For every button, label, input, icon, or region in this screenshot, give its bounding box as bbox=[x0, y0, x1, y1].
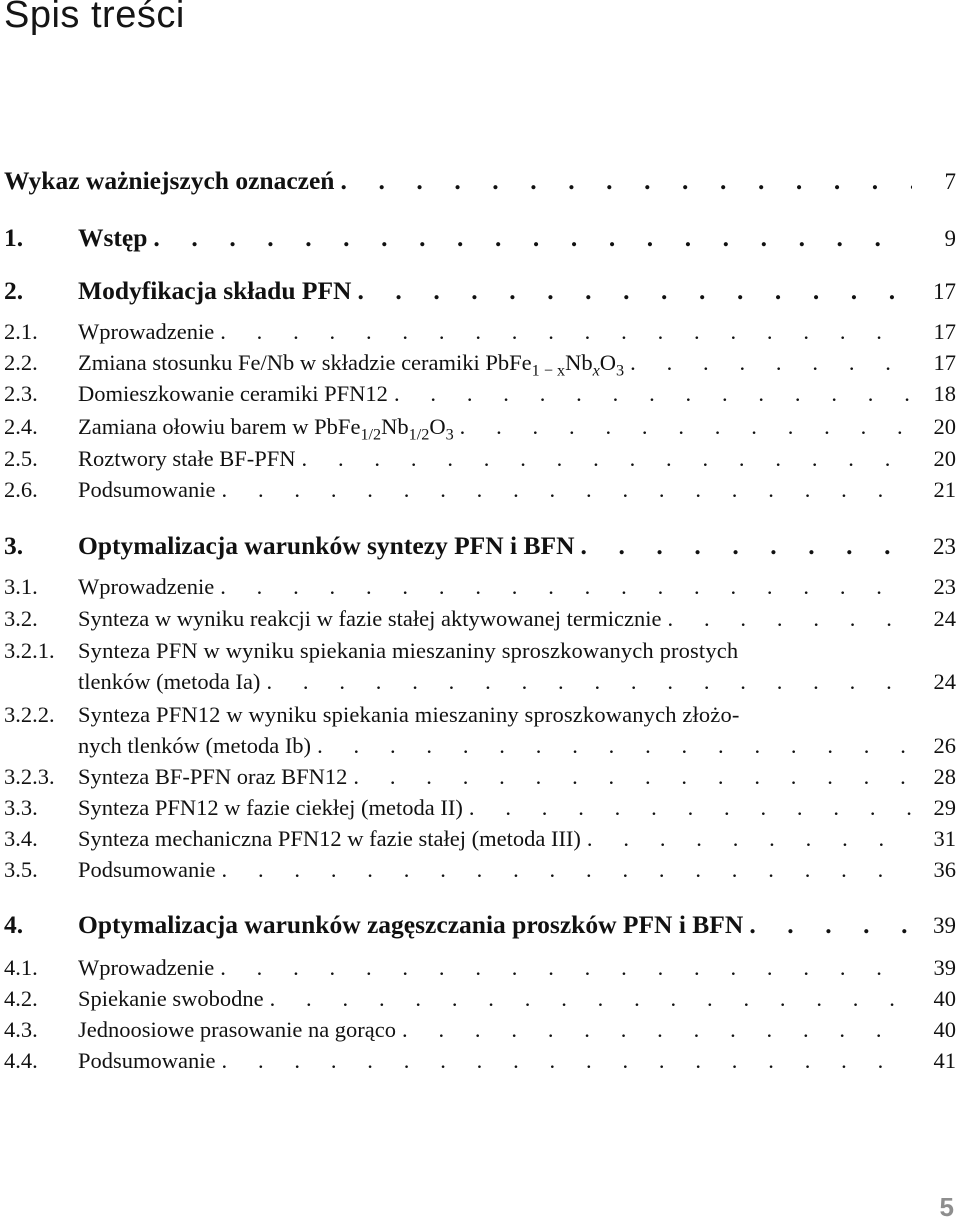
dot-leader bbox=[220, 574, 912, 600]
toc-entry-page: 29 bbox=[933, 795, 956, 820]
toc-entry-number: 2.3. bbox=[4, 381, 38, 406]
toc-entry-3-4[interactable] bbox=[4, 826, 956, 857]
toc-entry-title: Synteza w wyniku reakcji w fazie stałej aktywowanej termicznie bbox=[78, 606, 662, 631]
toc-entry-title: Jednoosiowe prasowanie na gorąco bbox=[78, 1017, 397, 1042]
formula-text: Zmiana stosunku Fe/Nb w składzie ceramiki PbFe bbox=[78, 350, 532, 375]
toc-entry-title: Synteza mechaniczna PFN12 w fazie stałej (metoda III) bbox=[78, 826, 581, 851]
toc-entry-2-3[interactable] bbox=[4, 381, 956, 412]
toc-entry-page: 17 bbox=[933, 350, 956, 375]
toc-entry-2-2[interactable] bbox=[4, 350, 956, 381]
toc-entry-2-4[interactable] bbox=[4, 414, 956, 445]
toc-entry-page: 18 bbox=[933, 381, 956, 406]
dot-leader bbox=[394, 381, 912, 407]
toc-entry-number: 3.3. bbox=[4, 795, 38, 820]
dot-leader bbox=[341, 166, 913, 196]
toc-entry-title bbox=[78, 414, 460, 444]
toc-entry-title: Synteza PFN12 w fazie ciekłej (metoda II) bbox=[78, 795, 463, 820]
toc-entry-4-2[interactable] bbox=[4, 986, 956, 1017]
dot-leader bbox=[587, 826, 912, 852]
toc-entry-title-continued: tlenków (metoda Ia) bbox=[78, 669, 261, 694]
toc-entry-page: 17 bbox=[933, 279, 956, 304]
dot-leader bbox=[353, 764, 912, 790]
dot-leader bbox=[266, 669, 912, 695]
toc-entry-title: Modyfikacja składu PFN bbox=[78, 276, 352, 305]
dot-leader bbox=[668, 606, 912, 632]
toc-entry-number: 4.2. bbox=[4, 986, 38, 1011]
toc-entry-title bbox=[78, 350, 630, 380]
dot-leader bbox=[581, 531, 912, 561]
toc-entry-4-4[interactable] bbox=[4, 1048, 956, 1079]
toc-entry-number: 2.1. bbox=[4, 319, 38, 344]
formula-text: Nb bbox=[565, 350, 593, 375]
toc-entry-title: Optymalizacja warunków zagęszczania proszków PFN i BFN bbox=[78, 910, 744, 939]
toc-entry-number: 3.1. bbox=[4, 574, 38, 599]
toc-entry-title: Wprowadzenie bbox=[78, 574, 215, 599]
toc-entry-title: Wykaz ważniejszych oznaczeń bbox=[4, 166, 335, 195]
toc-entry-ch3[interactable] bbox=[4, 531, 956, 562]
toc-entry-page: 40 bbox=[933, 986, 956, 1011]
formula-text: Zamiana ołowiu barem w PbFe bbox=[78, 414, 361, 439]
toc-entry-wykaz[interactable] bbox=[4, 166, 956, 197]
dot-leader bbox=[402, 1017, 912, 1043]
toc-entry-title: Spiekanie swobodne bbox=[78, 986, 264, 1011]
toc-entry-title: Synteza PFN12 w wyniku spiekania mieszaniny sproszkowanych złożo- bbox=[78, 702, 740, 727]
toc-entry-3-1[interactable] bbox=[4, 574, 956, 605]
toc-entry-3-5[interactable] bbox=[4, 857, 956, 888]
toc-entry-2-1[interactable] bbox=[4, 319, 956, 350]
dot-leader bbox=[222, 477, 913, 503]
toc-entry-3-3[interactable] bbox=[4, 795, 956, 826]
dot-leader bbox=[220, 955, 912, 981]
dot-leader bbox=[222, 857, 913, 883]
toc-entry-ch1[interactable] bbox=[4, 223, 956, 254]
toc-entry-number: 2.6. bbox=[4, 477, 38, 502]
toc-entry-page: 23 bbox=[933, 534, 956, 559]
dot-leader bbox=[222, 1048, 913, 1074]
toc-entry-title: Domieszkowanie ceramiki PFN12 bbox=[78, 381, 388, 406]
toc-entry-number: 4.3. bbox=[4, 1017, 38, 1042]
toc-entry-number: 3.2.2. bbox=[4, 702, 55, 727]
toc-entry-number: 2.2. bbox=[4, 350, 38, 375]
toc-entry-4-3[interactable] bbox=[4, 1017, 956, 1048]
formula-subscript: 3 bbox=[445, 425, 454, 444]
toc-entry-page: 21 bbox=[933, 477, 956, 502]
toc-entry-title: Roztwory stałe BF-PFN bbox=[78, 446, 296, 471]
toc-entry-title-continued: nych tlenków (metoda Ib) bbox=[78, 733, 312, 758]
toc-entry-4-1[interactable] bbox=[4, 955, 956, 986]
formula-subscript: 1/2 bbox=[408, 425, 430, 444]
toc-entry-number: 2.5. bbox=[4, 446, 38, 471]
toc-entry-number: 2.4. bbox=[4, 414, 38, 439]
toc-entry-number: 3. bbox=[4, 531, 24, 560]
toc-entry-number: 1. bbox=[4, 223, 24, 252]
dot-leader bbox=[153, 223, 912, 253]
formula-text: O bbox=[599, 350, 617, 375]
dot-leader bbox=[270, 986, 912, 1012]
dot-leader bbox=[317, 733, 912, 759]
toc-entry-page: 39 bbox=[933, 913, 956, 938]
toc-entry-number: 4. bbox=[4, 910, 24, 939]
toc-entry-ch4[interactable] bbox=[4, 910, 956, 941]
toc-entry-page: 23 bbox=[933, 574, 956, 599]
toc-entry-3-2-1[interactable] bbox=[4, 638, 956, 700]
page-title: Spis treści bbox=[4, 0, 185, 36]
toc-entry-page: 17 bbox=[933, 319, 956, 344]
dot-leader bbox=[460, 414, 912, 440]
toc-entry-number: 4.1. bbox=[4, 955, 38, 980]
dot-leader bbox=[469, 795, 912, 821]
toc-entry-number: 3.2. bbox=[4, 606, 38, 631]
toc-entry-page: 36 bbox=[933, 857, 956, 882]
toc-entry-number: 4.4. bbox=[4, 1048, 38, 1073]
toc-entry-2-6[interactable] bbox=[4, 477, 956, 508]
toc-entry-2-5[interactable] bbox=[4, 446, 956, 477]
toc-entry-title: Wprowadzenie bbox=[78, 319, 215, 344]
formula-subscript: 1 − x bbox=[531, 361, 566, 380]
toc-entry-page: 28 bbox=[933, 764, 956, 789]
formula-subscript: 3 bbox=[616, 361, 625, 380]
toc-entry-number: 3.4. bbox=[4, 826, 38, 851]
toc-entry-title: Podsumowanie bbox=[78, 477, 216, 502]
toc-entry-number: 3.2.3. bbox=[4, 764, 55, 789]
toc-entry-number: 3.2.1. bbox=[4, 638, 55, 663]
dot-leader bbox=[302, 446, 912, 472]
dot-leader bbox=[630, 350, 912, 376]
dot-leader bbox=[357, 276, 912, 306]
toc-entry-title: Wstęp bbox=[78, 223, 148, 252]
toc-entry-page: 20 bbox=[933, 414, 956, 439]
dot-leader bbox=[749, 910, 912, 940]
toc-entry-title: Optymalizacja warunków syntezy PFN i BFN bbox=[78, 531, 575, 560]
toc-entry-page: 31 bbox=[933, 826, 956, 851]
formula-subscript: x bbox=[592, 361, 600, 380]
toc-entry-title: Synteza PFN w wyniku spiekania mieszaniny sproszkowanych prostych bbox=[78, 638, 739, 663]
toc-entry-title: Podsumowanie bbox=[78, 1048, 216, 1073]
formula-subscript: 1/2 bbox=[360, 425, 382, 444]
toc-entry-number: 2. bbox=[4, 276, 24, 305]
toc-entry-page: 9 bbox=[944, 226, 956, 251]
toc-entry-page: 41 bbox=[933, 1048, 956, 1073]
toc-entry-ch2[interactable] bbox=[4, 276, 956, 307]
toc-entry-page: 26 bbox=[933, 733, 956, 758]
page-number: 5 bbox=[939, 1192, 954, 1222]
toc-entry-page: 7 bbox=[944, 169, 956, 194]
toc-entry-page: 24 bbox=[933, 606, 956, 631]
toc-entry-3-2-3[interactable] bbox=[4, 764, 956, 795]
dot-leader bbox=[220, 319, 912, 345]
toc-entry-page: 20 bbox=[933, 446, 956, 471]
toc-entry-title: Wprowadzenie bbox=[78, 955, 215, 980]
toc-entry-title: Synteza BF-PFN oraz BFN12 bbox=[78, 764, 348, 789]
toc-entry-3-2-2[interactable] bbox=[4, 702, 956, 764]
formula-text: Nb bbox=[381, 414, 409, 439]
toc-entry-page: 39 bbox=[933, 955, 956, 980]
toc-entry-page: 24 bbox=[933, 669, 956, 694]
toc-entry-title: Podsumowanie bbox=[78, 857, 216, 882]
formula-text: O bbox=[429, 414, 446, 439]
toc-entry-page: 40 bbox=[933, 1017, 956, 1042]
toc-entry-3-2[interactable] bbox=[4, 606, 956, 637]
toc-entry-number: 3.5. bbox=[4, 857, 38, 882]
